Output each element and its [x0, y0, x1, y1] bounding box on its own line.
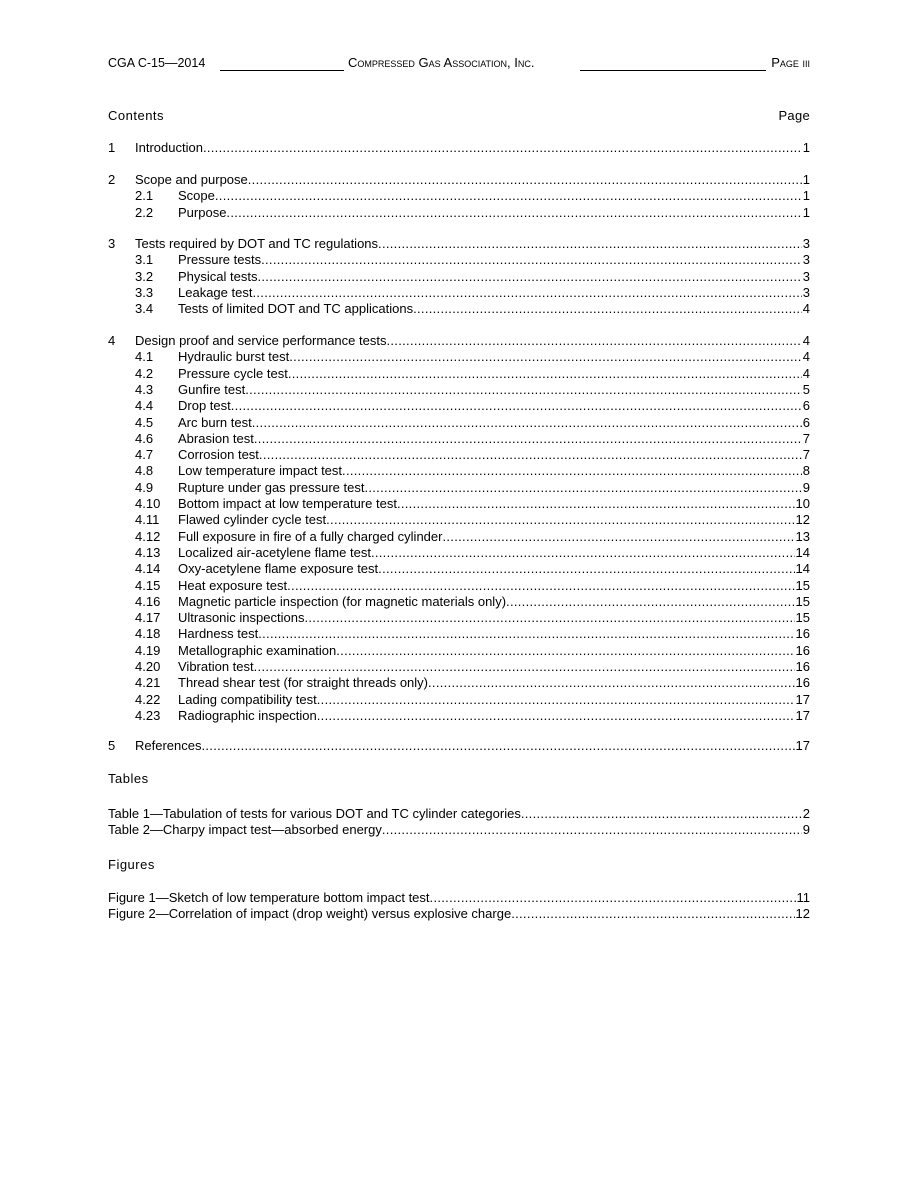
dot-leader	[317, 692, 795, 708]
entry-page-number: 17	[795, 707, 810, 723]
dot-leader	[378, 236, 802, 252]
entry-number: 4.2	[135, 365, 154, 381]
entry-number: 4.7	[135, 447, 154, 463]
entry-number: 4.22	[135, 691, 161, 707]
entry-title: Tests of limited DOT and TC applications	[178, 301, 414, 317]
dot-leader	[378, 561, 794, 577]
entry-number: 4.20	[135, 659, 161, 674]
entry-page-number: 4	[802, 365, 810, 381]
dot-leader	[245, 382, 802, 398]
entry-page-number: 14	[795, 561, 810, 577]
entry-title: Hydraulic burst test	[178, 349, 290, 365]
toc-subsection-entry[interactable]	[108, 382, 810, 398]
entry-number: 3.3	[135, 284, 154, 300]
entry-number: 5	[108, 738, 116, 753]
entry-page-number: 11	[796, 890, 810, 905]
toc-subsection-entry[interactable]	[108, 594, 810, 610]
dot-leader	[326, 512, 794, 528]
entry-page-number: 13	[795, 528, 810, 544]
entry-number: 4.14	[135, 561, 161, 577]
toc-subsection-entry[interactable]	[108, 349, 810, 365]
entry-page-number: 17	[795, 738, 810, 753]
entry-page-number: 15	[795, 610, 810, 626]
entry-page-number: 15	[795, 593, 810, 609]
toc-subsection-entry[interactable]	[108, 301, 810, 317]
entry-number: 4.10	[135, 496, 161, 511]
entry-page-number: 16	[795, 626, 810, 642]
entry-title: Pressure tests	[178, 252, 262, 268]
entry-title: Oxy-acetylene flame exposure test	[178, 561, 379, 577]
dot-leader	[521, 806, 802, 822]
entry-page-number: 12	[795, 512, 810, 528]
entry-title: Gunfire test	[178, 381, 246, 397]
entry-page-number: 9	[802, 822, 810, 838]
dot-leader	[289, 349, 802, 365]
entry-page-number: 4	[802, 349, 810, 365]
entry-number: 4.9	[135, 479, 154, 495]
toc-subsection-entry[interactable]	[108, 431, 810, 447]
entry-number: 4.5	[135, 414, 154, 430]
toc-subsection-entry[interactable]	[108, 398, 810, 414]
toc-subsection-entry[interactable]	[108, 512, 810, 528]
entry-number: 4.6	[135, 430, 154, 446]
contents-heading: Contents	[108, 108, 165, 123]
entry-number: 2	[108, 172, 116, 187]
entry-title: Full exposure in fire of a fully charged cylinder	[178, 528, 443, 544]
dot-leader	[364, 480, 801, 496]
entry-title: Scope and purpose	[135, 172, 248, 187]
toc-subsection-entry[interactable]	[108, 659, 810, 675]
entry-page-number: 7	[802, 447, 810, 463]
toc-subsection-entry[interactable]	[108, 692, 810, 708]
entry-title: Table 1—Tabulation of tests for various DOT and TC cylinder categories	[108, 806, 521, 821]
entry-number: 3	[108, 236, 116, 251]
toc-subsection-entry[interactable]	[108, 252, 810, 268]
entry-number: 4	[108, 333, 116, 348]
entry-page-number: 1	[802, 204, 810, 220]
dot-leader	[254, 431, 802, 447]
toc-subsection-entry[interactable]	[108, 285, 810, 301]
entry-number: 4.18	[135, 626, 161, 642]
entry-page-number: 15	[795, 577, 810, 593]
entry-title: Magnetic particle inspection (for magnetic materials only)	[178, 593, 507, 609]
entry-page-number: 6	[802, 398, 810, 414]
entry-page-number: 1	[802, 140, 810, 155]
entry-title: Abrasion test	[178, 430, 254, 446]
dot-leader	[226, 205, 801, 221]
dot-leader	[258, 626, 794, 642]
dot-leader	[428, 675, 795, 691]
toc-section-entry[interactable]	[108, 140, 810, 156]
entry-title: Flawed cylinder cycle test	[178, 512, 327, 528]
contents-heading-row	[108, 108, 810, 126]
entry-title: Design proof and service performance tests	[135, 333, 387, 348]
entry-page-number: 6	[802, 414, 810, 430]
page-column-heading: Page	[778, 108, 810, 123]
running-header	[108, 55, 810, 73]
entry-title: Localized air-acetylene flame test	[178, 544, 371, 560]
entry-title: References	[135, 738, 202, 753]
entry-number: 2.2	[135, 204, 154, 220]
toc-subsection-entry[interactable]	[108, 188, 810, 204]
entry-number: 4.13	[135, 544, 161, 560]
entry-page-number: 9	[802, 479, 810, 495]
entry-number: 3.1	[135, 252, 154, 268]
entry-title: Corrosion test	[178, 447, 259, 463]
entry-page-number: 1	[802, 172, 810, 187]
entry-page-number: 14	[795, 544, 810, 560]
entry-title: Scope	[178, 188, 215, 204]
entry-page-number: 12	[795, 906, 810, 922]
entry-title: Table 2—Charpy impact test—absorbed energy	[108, 822, 382, 838]
toc-subsection-entry[interactable]	[108, 626, 810, 642]
entry-number: 4.11	[135, 512, 160, 528]
toc-section-entry[interactable]	[108, 172, 810, 188]
dot-leader	[304, 610, 794, 626]
entry-title: Metallographic examination	[178, 642, 337, 658]
entry-title: Hardness test	[178, 626, 259, 642]
dot-leader	[382, 822, 802, 838]
dot-leader	[203, 140, 802, 156]
organization-name: Compressed Gas Association, Inc.	[348, 55, 535, 70]
entry-page-number: 4	[802, 301, 810, 317]
entry-page-number: 3	[802, 236, 810, 251]
dot-leader	[248, 172, 802, 188]
dot-leader	[511, 906, 794, 922]
figures-heading: Figures	[108, 857, 155, 872]
entry-page-number: 3	[802, 252, 810, 268]
entry-number: 4.23	[135, 707, 161, 723]
dot-leader	[231, 398, 802, 414]
entry-title: Rupture under gas pressure test	[178, 479, 365, 495]
toc-subsection-entry[interactable]	[108, 545, 810, 561]
entry-number: 4.4	[135, 398, 154, 414]
entry-number: 2.1	[135, 188, 154, 204]
entry-title: Bottom impact at low temperature test	[178, 496, 397, 511]
entry-title: Introduction	[135, 140, 203, 155]
entry-page-number: 5	[802, 381, 810, 397]
toc-subsection-entry[interactable]	[108, 610, 810, 626]
dot-leader	[386, 333, 801, 349]
dot-leader	[215, 188, 802, 204]
dot-leader	[442, 529, 794, 545]
toc-subsection-entry[interactable]	[108, 269, 810, 285]
entry-page-number: 3	[802, 284, 810, 300]
entry-title: Thread shear test (for straight threads only)	[178, 675, 429, 691]
toc-subsection-entry[interactable]	[108, 643, 810, 659]
dot-leader	[317, 708, 795, 724]
entry-title: Leakage test	[178, 284, 253, 300]
entry-page-number: 2	[802, 806, 810, 821]
entry-title: Lading compatibility test	[178, 691, 317, 707]
entry-page-number: 16	[795, 659, 810, 674]
dot-leader	[259, 447, 802, 463]
toc-subsection-entry[interactable]	[108, 205, 810, 221]
document-page	[108, 0, 810, 1188]
entry-page-number: 16	[795, 642, 810, 658]
entry-title: Figure 2—Correlation of impact (drop weight) versus explosive charge	[108, 906, 512, 922]
entry-page-number: 8	[802, 463, 810, 479]
entry-number: 1	[108, 140, 116, 155]
toc-subsection-entry[interactable]	[108, 447, 810, 463]
toc-subsection-entry[interactable]	[108, 463, 810, 479]
entry-number: 4.8	[135, 463, 154, 479]
tables-heading: Tables	[108, 771, 149, 786]
toc-subsection-entry[interactable]	[108, 415, 810, 431]
document-id: CGA C-15—2014	[108, 56, 206, 70]
toc-subsection-entry[interactable]	[108, 578, 810, 594]
entry-page-number: 1	[802, 188, 810, 204]
toc-subsection-entry[interactable]	[108, 708, 810, 724]
header-rule-right	[580, 70, 766, 71]
entry-page-number: 17	[795, 691, 810, 707]
dot-leader	[336, 643, 794, 659]
entry-number: 3.4	[135, 301, 154, 317]
entry-page-number: 7	[802, 430, 810, 446]
entry-title: Heat exposure test	[178, 577, 288, 593]
dot-leader	[257, 269, 801, 285]
dot-leader	[413, 301, 802, 317]
header-rule-left	[220, 70, 344, 71]
entry-title: Arc burn test	[178, 414, 252, 430]
entry-title: Purpose	[178, 204, 227, 220]
entry-title: Drop test	[178, 398, 231, 414]
dot-leader	[506, 594, 795, 610]
toc-subsection-entry[interactable]	[108, 496, 810, 512]
toc-section-entry[interactable]	[108, 738, 810, 754]
toc-section-entry[interactable]	[108, 236, 810, 252]
entry-number: 4.12	[135, 528, 161, 544]
dot-leader	[252, 285, 801, 301]
dot-leader	[252, 415, 802, 431]
toc-subsection-entry[interactable]	[108, 675, 810, 691]
entry-number: 4.15	[135, 577, 161, 593]
dot-leader	[254, 659, 795, 675]
entry-page-number: 3	[802, 268, 810, 284]
dot-leader	[342, 463, 802, 479]
toc-section-entry[interactable]	[108, 333, 810, 349]
figure-list-entry[interactable]	[108, 890, 810, 906]
dot-leader	[397, 496, 795, 512]
toc-subsection-entry[interactable]	[108, 529, 810, 545]
toc-subsection-entry[interactable]	[108, 480, 810, 496]
dot-leader	[261, 252, 802, 268]
dot-leader	[287, 578, 794, 594]
entry-title: Pressure cycle test	[178, 365, 288, 381]
entry-title: Low temperature impact test	[178, 463, 343, 479]
dot-leader	[201, 738, 794, 754]
entry-title: Tests required by DOT and TC regulations	[135, 236, 379, 251]
entry-page-number: 16	[795, 675, 810, 691]
table-list-entry[interactable]	[108, 822, 810, 838]
dot-leader	[288, 366, 802, 382]
entry-title: Ultrasonic inspections	[178, 610, 305, 626]
entry-page-number: 4	[802, 333, 810, 348]
entry-number: 3.2	[135, 268, 154, 284]
figure-list-entry[interactable]	[108, 906, 810, 922]
dot-leader	[430, 890, 796, 906]
page-label: Page iii	[771, 55, 810, 70]
entry-number: 4.3	[135, 381, 154, 397]
entry-title: Vibration test	[178, 659, 254, 674]
entry-number: 4.19	[135, 642, 161, 658]
entry-page-number: 10	[795, 496, 810, 511]
toc-subsection-entry[interactable]	[108, 561, 810, 577]
dot-leader	[371, 545, 795, 561]
entry-title: Radiographic inspection	[178, 707, 317, 723]
entry-number: 4.21	[135, 675, 161, 691]
entry-number: 4.1	[135, 349, 154, 365]
entry-title: Physical tests	[178, 268, 258, 284]
entry-number: 4.17	[135, 610, 161, 626]
table-list-entry[interactable]	[108, 806, 810, 822]
entry-number: 4.16	[135, 593, 161, 609]
entry-title: Figure 1—Sketch of low temperature bottom impact test	[108, 890, 430, 905]
toc-subsection-entry[interactable]	[108, 366, 810, 382]
